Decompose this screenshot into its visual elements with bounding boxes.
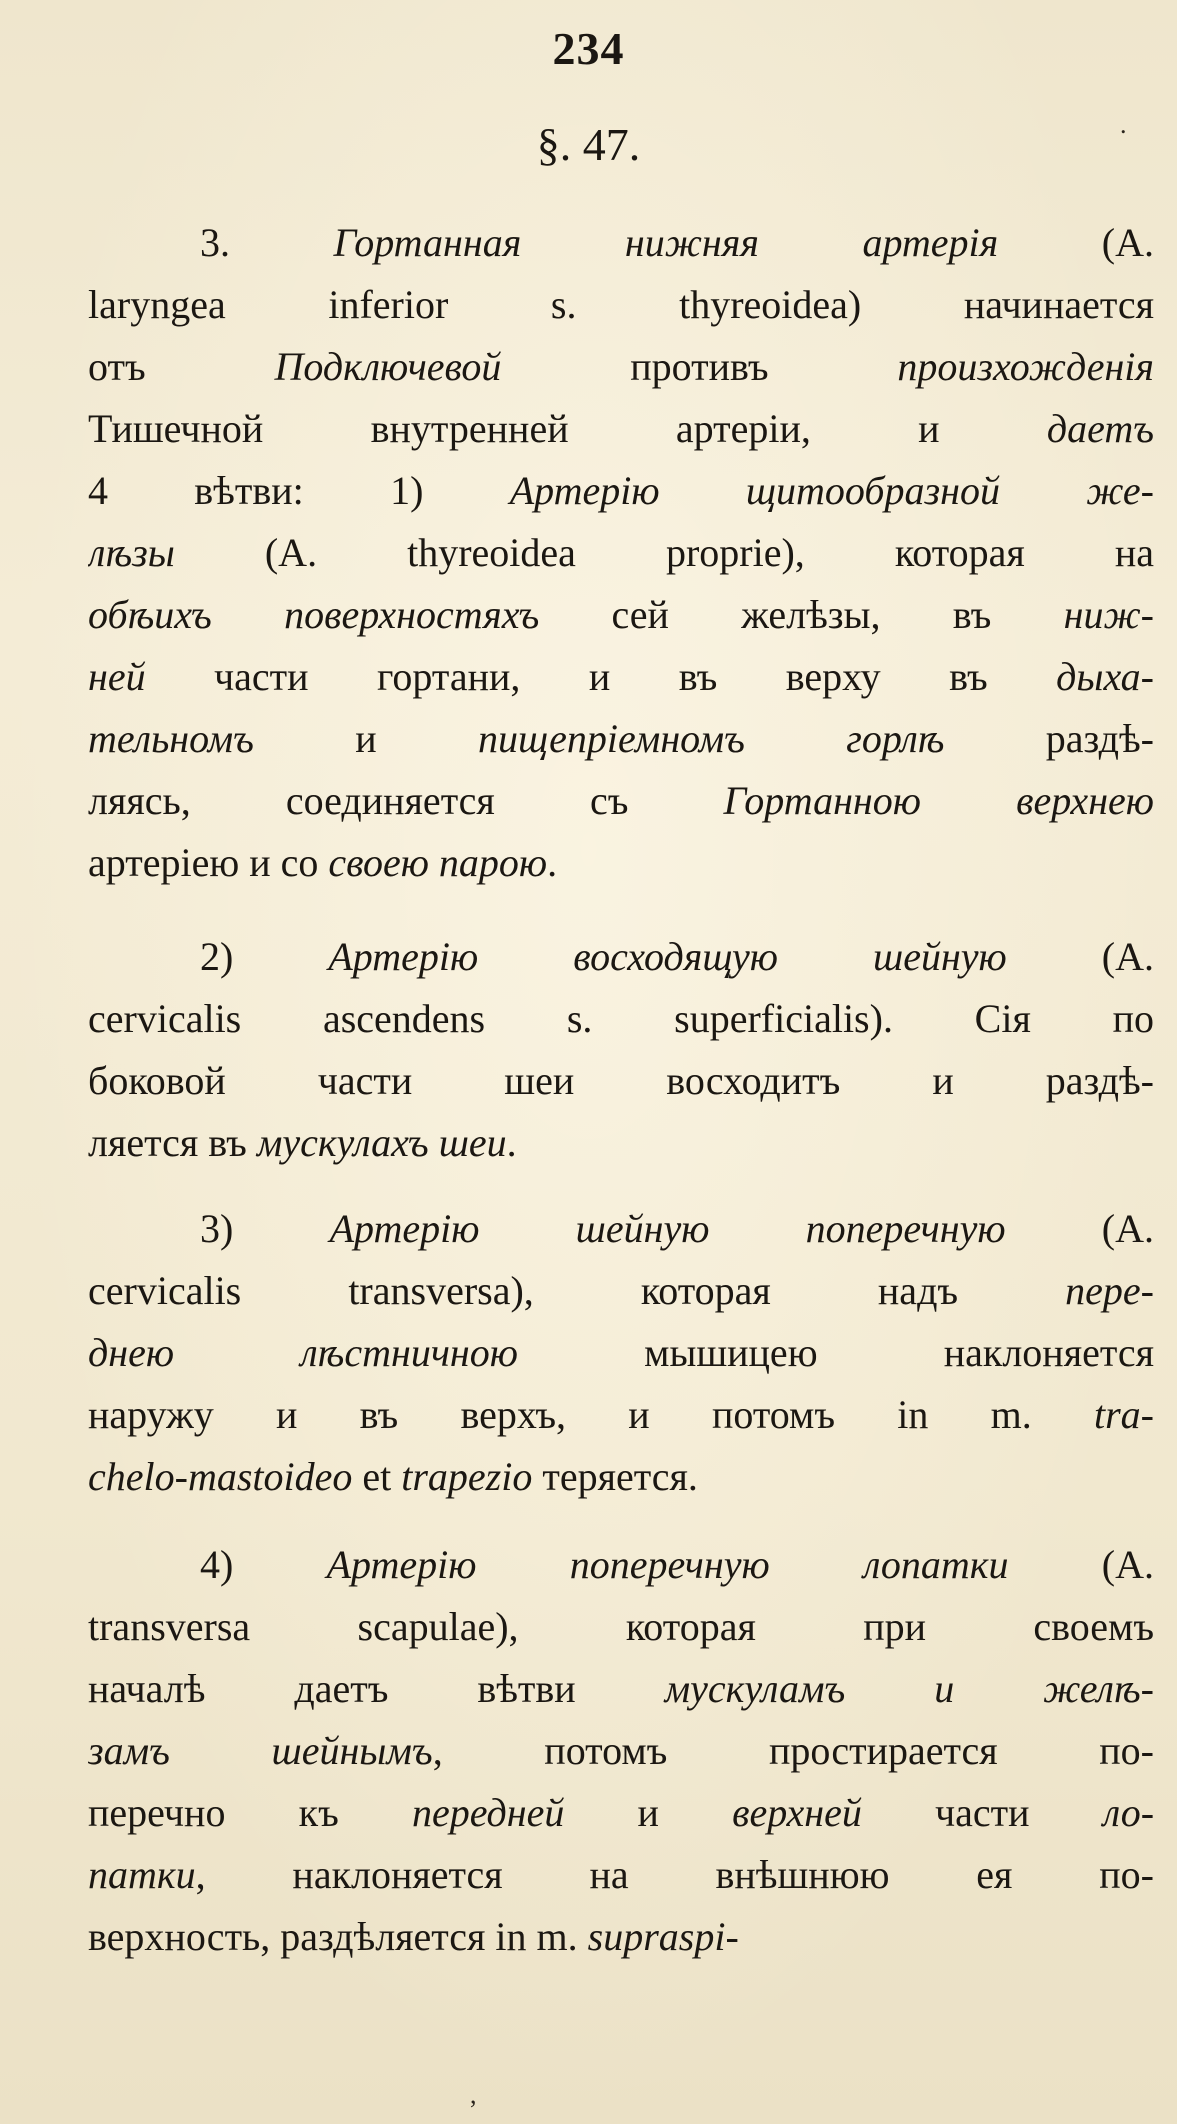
text-line <box>88 1658 1154 1720</box>
text-run: ляясь, соединяется съ <box>88 778 724 823</box>
scan-speck: . <box>1120 110 1127 139</box>
text-line <box>88 1112 1154 1174</box>
text-run: верхность, раздѣляется in m. <box>88 1914 588 1959</box>
scan-speck: , <box>470 2080 477 2109</box>
page-number: 234 <box>552 23 625 74</box>
text-run: отъ <box>88 344 275 389</box>
paragraph-3-laryngea <box>88 212 1154 894</box>
text-line <box>88 274 1154 336</box>
italic-term: trapezio <box>401 1454 533 1499</box>
text-run: (A. <box>1008 1542 1154 1587</box>
text-run: Тишечной внутренней артеріи, и <box>88 406 1047 451</box>
text-run: 3) <box>200 1206 330 1251</box>
text-run: противъ <box>501 344 898 389</box>
text-run: ляется въ <box>88 1120 257 1165</box>
italic-term: своею парою <box>328 840 548 885</box>
paragraph-2-cervicalis-ascendens <box>88 926 1154 1174</box>
text-run: , потомъ простирается по- <box>432 1728 1154 1773</box>
text-run: transversa scapulae), которая при своемъ <box>88 1604 1154 1649</box>
text-run: cervicalis transversa), которая надъ <box>88 1268 1066 1313</box>
italic-term: дыха- <box>1056 654 1154 699</box>
italic-term: ло- <box>1102 1790 1154 1835</box>
text-run: (A. <box>1005 1206 1154 1251</box>
italic-term: произхожденія <box>897 344 1154 389</box>
italic-term: chelo-mastoideo <box>88 1454 353 1499</box>
italic-term: замъ шейнымъ <box>88 1728 433 1773</box>
italic-term: tra- <box>1094 1392 1154 1437</box>
italic-term: ниж- <box>1063 592 1154 637</box>
text-run: 4 вѣтви: 1) <box>88 468 510 513</box>
text-run: раздѣ- <box>944 716 1154 761</box>
text-run: . <box>547 840 558 885</box>
italic-term: даетъ <box>1046 406 1154 451</box>
text-line <box>88 1596 1154 1658</box>
text-line <box>88 398 1154 460</box>
text-line <box>88 646 1154 708</box>
text-run: 4) <box>200 1542 327 1587</box>
text-line <box>88 926 1154 988</box>
text-run: laryngea inferior s. thyreoidea) начинается <box>88 282 1154 327</box>
text-run: (A. <box>998 220 1154 265</box>
text-run: . <box>506 1120 517 1165</box>
text-run: и <box>253 716 478 761</box>
italic-term: обѣихъ поверхностяхъ <box>88 592 540 637</box>
text-run: cervicalis ascendens s. superficialis). Сія по <box>88 996 1154 1041</box>
text-run: 2) <box>200 934 329 979</box>
text-run: началѣ даетъ вѣтви <box>88 1666 665 1711</box>
text-run: артеріею и со <box>88 840 329 885</box>
text-run: части гортани, и въ верху въ <box>145 654 1057 699</box>
italic-term: Артерію шейную поперечную <box>329 1206 1006 1251</box>
text-run: (A. <box>1006 934 1154 979</box>
text-line <box>88 988 1154 1050</box>
text-line <box>88 212 1154 274</box>
text-line <box>88 1198 1154 1260</box>
text-run: , наклоняется на внѣшнюю ея по- <box>195 1852 1154 1897</box>
text-run: сей желѣзы, въ <box>539 592 1064 637</box>
text-run: перечно къ <box>88 1790 412 1835</box>
text-run: et <box>352 1454 402 1499</box>
italic-term: supraspi- <box>587 1914 739 1959</box>
text-line <box>88 770 1154 832</box>
text-line <box>88 1844 1154 1906</box>
italic-term: мускуламъ и желѣ- <box>664 1666 1154 1711</box>
text-run: боковой части шеи восходитъ и раздѣ- <box>88 1058 1154 1103</box>
italic-term: патки <box>88 1852 196 1897</box>
italic-term: передней <box>411 1790 565 1835</box>
text-line <box>88 1050 1154 1112</box>
text-run: наружу и въ верхъ, и потомъ in m. <box>88 1392 1094 1437</box>
text-line <box>88 336 1154 398</box>
paragraph-4-transversa-scapulae <box>88 1534 1154 1968</box>
text-line <box>88 1720 1154 1782</box>
italic-term: Гортанная нижняя артерія <box>333 220 999 265</box>
text-line <box>88 522 1154 584</box>
italic-term: лѣзы <box>88 530 175 575</box>
italic-term: днею лѣстничною <box>88 1330 518 1375</box>
text-line <box>88 460 1154 522</box>
text-run: и <box>564 1790 733 1835</box>
text-run: теряется. <box>532 1454 698 1499</box>
text-line <box>88 708 1154 770</box>
text-line <box>88 1322 1154 1384</box>
text-run: части <box>861 1790 1103 1835</box>
italic-term: пищепріемномъ горлѣ <box>477 716 945 761</box>
text-line <box>88 832 1154 894</box>
text-line <box>88 584 1154 646</box>
text-line <box>88 1782 1154 1844</box>
italic-term: тельномъ <box>88 716 254 761</box>
italic-term: верхней <box>732 1790 862 1835</box>
italic-term: пере- <box>1065 1268 1154 1313</box>
text-line <box>88 1446 1154 1508</box>
italic-term: мускулахъ шеи <box>256 1120 507 1165</box>
text-line <box>88 1906 1154 1968</box>
text-line <box>88 1260 1154 1322</box>
italic-term: Гортанною верхнею <box>723 778 1154 823</box>
text-run: 3. <box>200 220 334 265</box>
section-heading: §. 47. <box>536 119 641 170</box>
text-line <box>88 1384 1154 1446</box>
text-run: (A. thyreoidea proprie), которая на <box>174 530 1154 575</box>
text-line <box>88 1534 1154 1596</box>
italic-term: ней <box>88 654 146 699</box>
italic-term: Артерію восходящую шейную <box>328 934 1007 979</box>
italic-term: Подключевой <box>274 344 502 389</box>
text-run: мышицею наклоняется <box>517 1330 1154 1375</box>
italic-term: Артерію поперечную лопатки <box>326 1542 1009 1587</box>
italic-term: Артерію щитообразной же- <box>509 468 1154 513</box>
paragraph-3-cervicalis-transversa <box>88 1198 1154 1508</box>
